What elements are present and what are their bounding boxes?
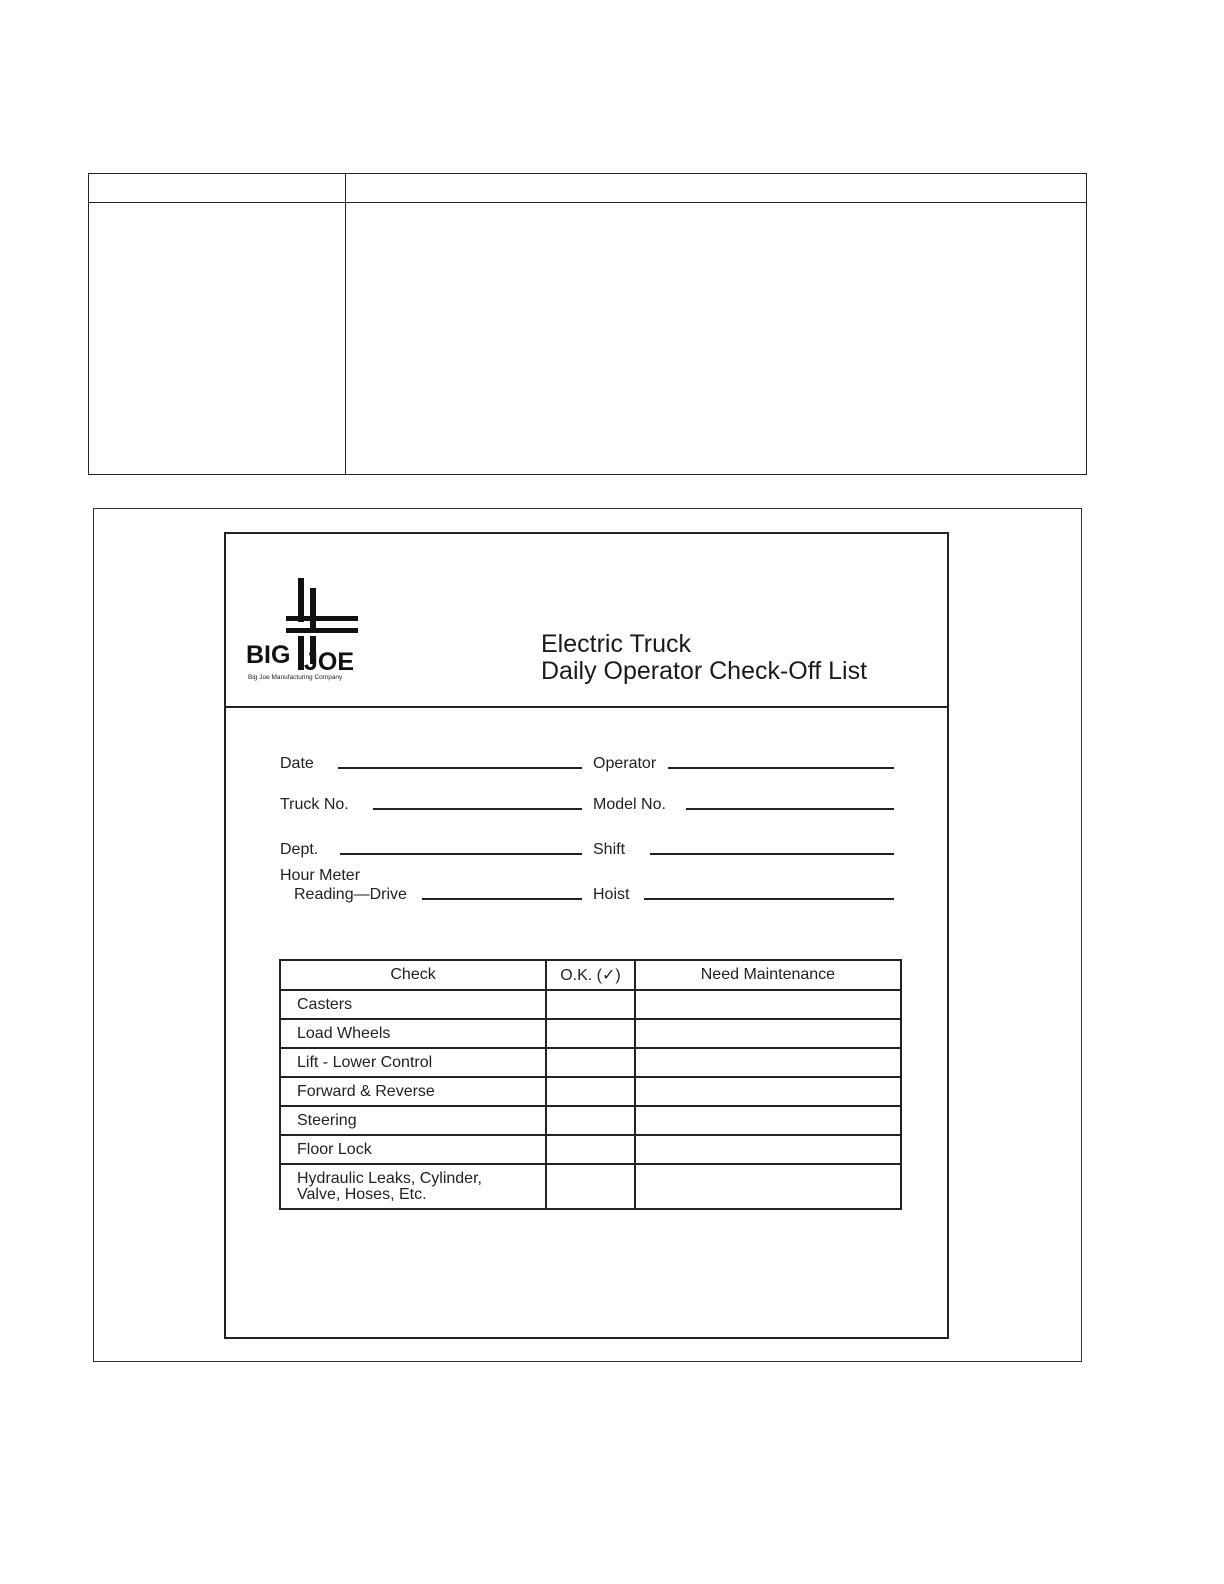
reading-drive-label: Reading—Drive [294,886,407,903]
card-title-line1: Electric Truck [541,630,692,658]
truck-no-field-line [373,808,582,810]
check-item: Load Wheels [280,1019,546,1048]
hoist-field-line [644,898,894,900]
empty-header-table [88,173,1087,475]
table-row [280,1019,901,1048]
maintenance-cell[interactable] [635,1048,901,1077]
logo-tagline: Big Joe Manufacturing Company [248,674,343,681]
dept-label: Dept. [280,841,319,858]
check-off-card [224,532,949,1339]
table-header-row [280,960,901,990]
check-item-hydraulic [280,1164,546,1209]
check-item: Steering [280,1106,546,1135]
check-item: Lift - Lower Control [280,1048,546,1077]
check-item-line1: Hydraulic Leaks, Cylinder, [297,1169,482,1187]
truck-no-label: Truck No. [280,796,349,813]
operator-field-line [668,767,894,769]
table-row [280,1164,901,1209]
shift-field-line [650,853,894,855]
card-title-line2: Daily Operator Check-Off List [541,657,868,685]
shift-label: Shift [593,841,626,858]
ok-cell[interactable] [546,1077,635,1106]
ok-cell[interactable] [546,1164,635,1209]
maintenance-cell[interactable] [635,1164,901,1209]
model-no-label: Model No. [593,796,666,813]
logo-brand-left: BIG [246,641,291,669]
hour-meter-label: Hour Meter [280,867,361,884]
ok-cell[interactable] [546,1019,635,1048]
check-item: Forward & Reverse [280,1077,546,1106]
table-row [280,1135,901,1164]
table-row [280,1077,901,1106]
dept-field-line [340,853,582,855]
check-item-line2: Valve, Hoses, Etc. [297,1185,427,1203]
col-check-header: Check [280,960,546,990]
maintenance-cell[interactable] [635,1019,901,1048]
maintenance-cell[interactable] [635,1135,901,1164]
table-column-divider [345,174,346,474]
logo-brand-right: JOE [304,648,355,676]
maintenance-cell[interactable] [635,1106,901,1135]
operator-label: Operator [593,755,657,772]
table-row [280,990,901,1019]
ok-cell[interactable] [546,1106,635,1135]
ok-cell[interactable] [546,1048,635,1077]
header-divider [226,706,947,708]
ok-cell[interactable] [546,990,635,1019]
check-item: Casters [280,990,546,1019]
date-field-line [338,767,582,769]
card-title [541,631,867,685]
checklist-table [279,959,902,1210]
col-ok-header: O.K. (✓) [546,960,635,990]
col-need-maintenance-header: Need Maintenance [635,960,901,990]
check-item: Floor Lock [280,1135,546,1164]
reading-drive-field-line [422,898,582,900]
hoist-label: Hoist [593,886,630,903]
table-header-divider [89,202,1086,203]
maintenance-cell[interactable] [635,990,901,1019]
maintenance-cell[interactable] [635,1077,901,1106]
ok-cell[interactable] [546,1135,635,1164]
model-no-field-line [686,808,894,810]
date-label: Date [280,755,314,772]
table-row [280,1048,901,1077]
table-row [280,1106,901,1135]
